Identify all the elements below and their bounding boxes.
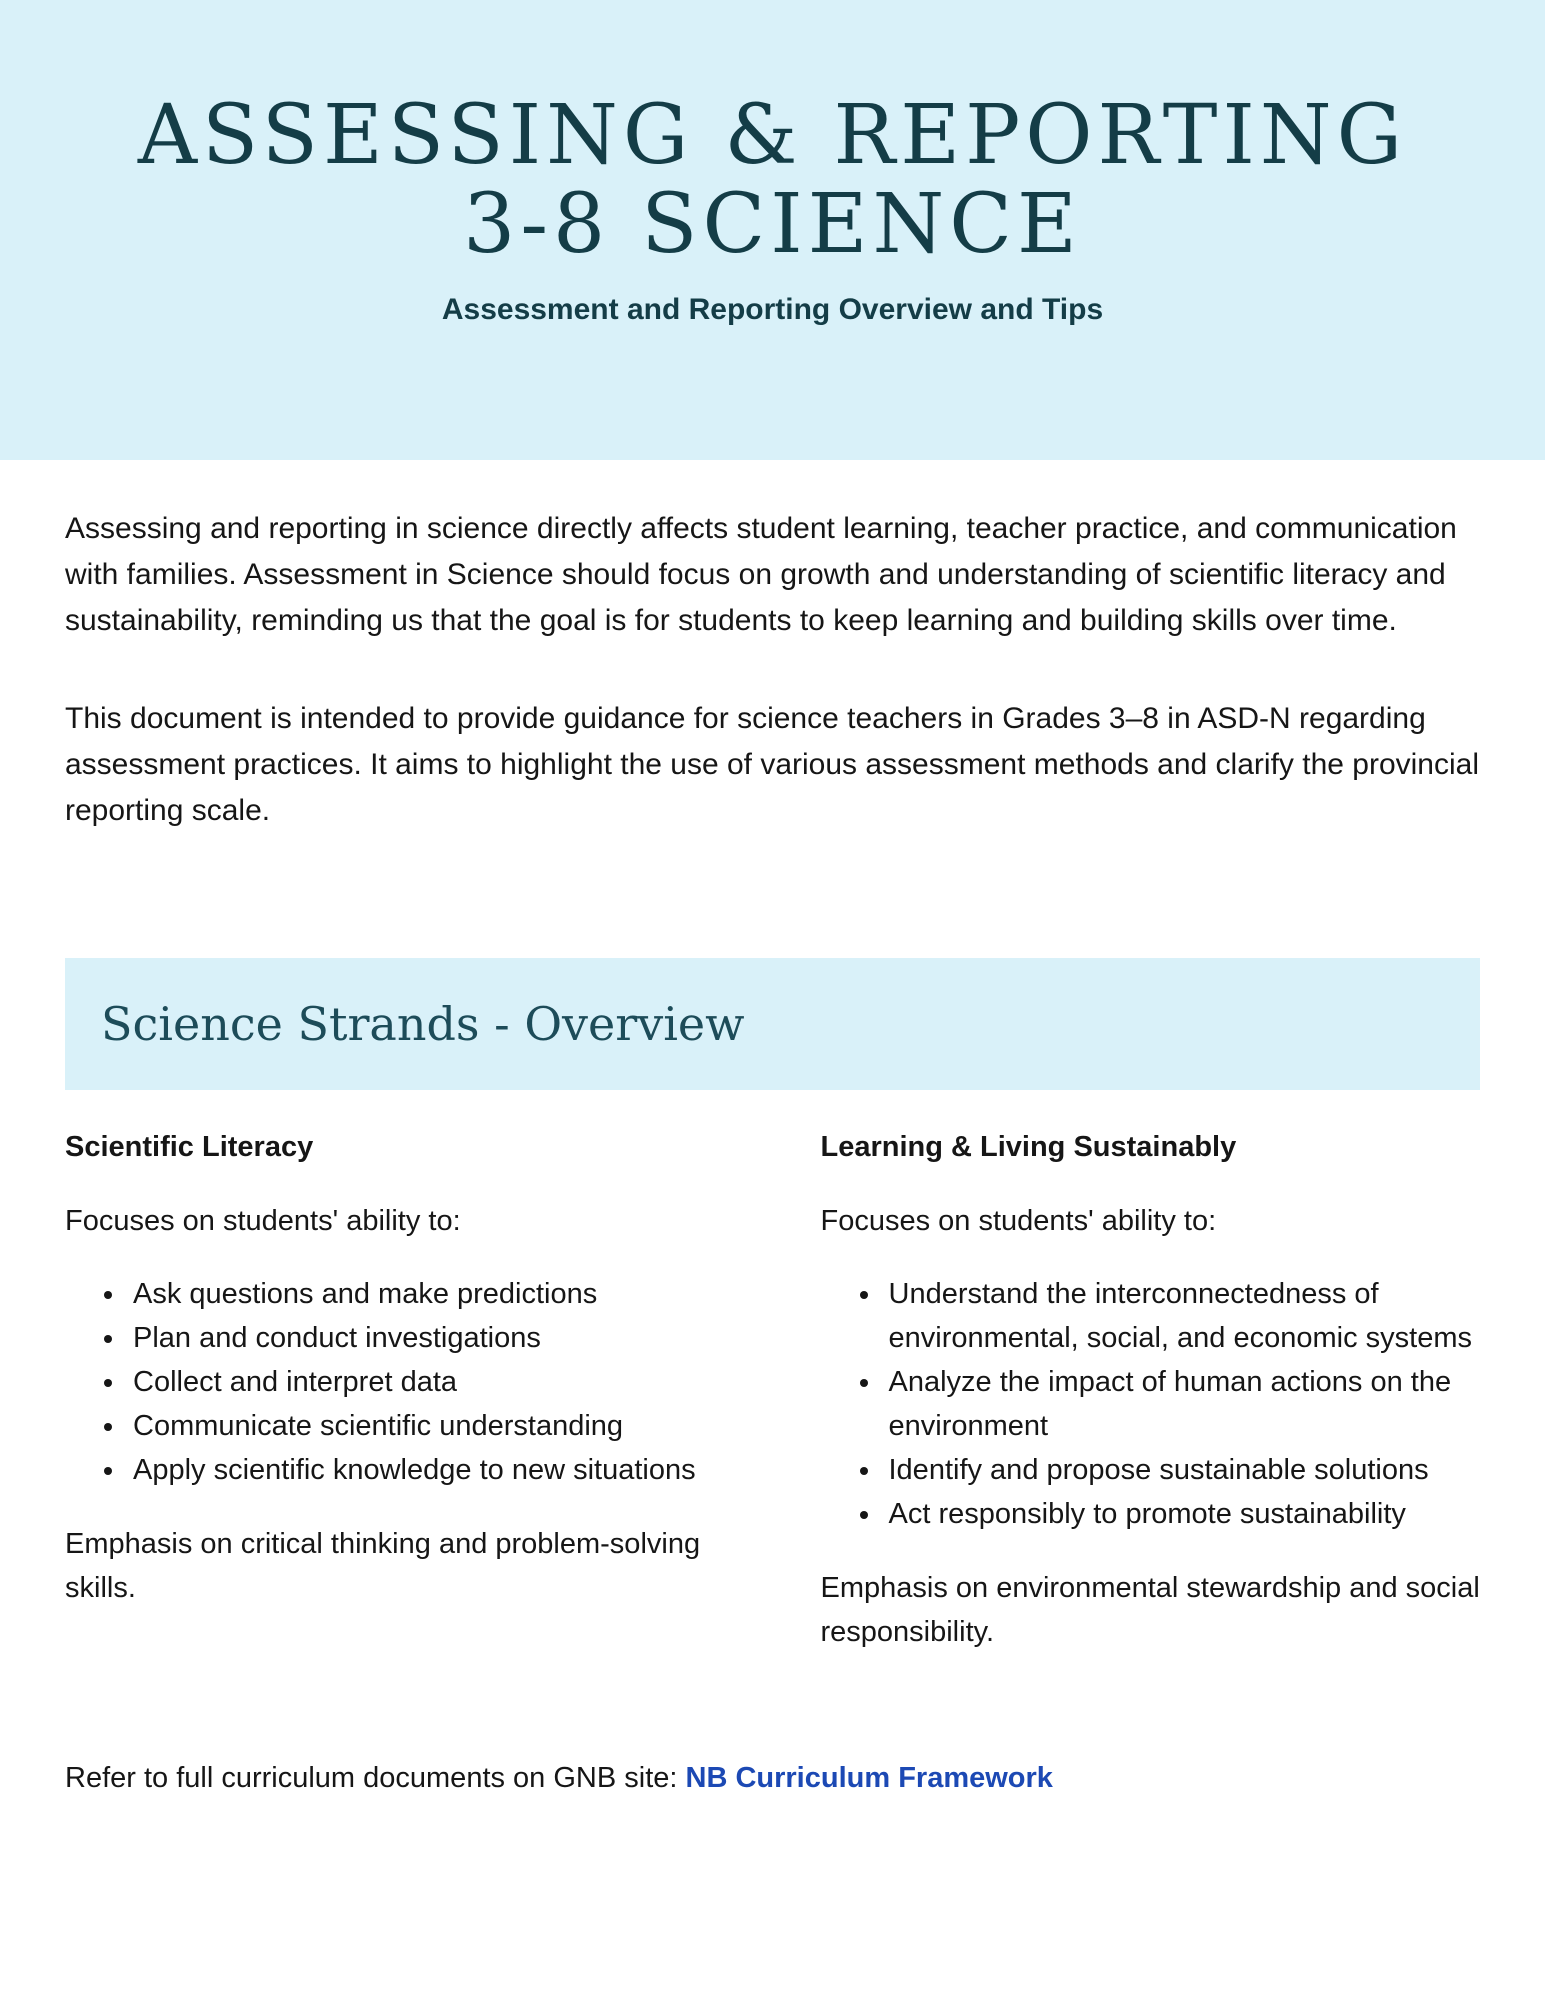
bullet-item: • Identify and propose sustainable solutions <box>883 1448 1481 1492</box>
bullet-item: • Communicate scientific understanding <box>127 1404 725 1448</box>
bullet-item: • Analyze the impact of human actions on the environment <box>883 1360 1481 1448</box>
intro-paragraph-2: This document is intended to provide guidance for science teachers in Grades 3–8 in ASD-N regarding assessment practices. It aims to highlight the use of various assessment methods and clarify the provincial reporting scale. <box>65 702 1479 827</box>
footer-reference-text: Refer to full curriculum documents on GNB site: <box>65 1762 686 1794</box>
bullet-item: • Act responsibly to promote sustainability <box>883 1492 1481 1536</box>
page-title-line-2: 3-8 SCIENCE <box>463 176 1082 272</box>
section-heading-banner <box>65 958 1480 1090</box>
strand-bullet-list-learning-living-sustainably <box>821 1272 1481 1536</box>
bullet-item: • Understand the interconnectedness of environmental, social, and economic systems <box>883 1272 1481 1360</box>
strand-columns <box>65 1130 1480 1654</box>
strand-intro-learning-living-sustainably: Focuses on students' ability to: <box>820 1205 1217 1237</box>
strand-emphasis-scientific-literacy: Emphasis on critical thinking and problem-solving skills. <box>65 1528 701 1604</box>
bullet-item: • Ask questions and make predictions <box>127 1272 725 1316</box>
page-subtitle: Assessment and Reporting Overview and Tips <box>441 293 1104 327</box>
strand-emphasis-learning-living-sustainably: Emphasis on environmental stewardship and social responsibility. <box>820 1572 1480 1648</box>
intro-paragraph-1: Assessing and reporting in science directly affects student learning, teacher practice, and communication with families. Assessment in Science should focus on growth and understanding of scientific literacy and sustainability, reminding us that the goal is for students to keep learning and building skills over time. <box>65 512 1457 637</box>
strand-column-learning-living-sustainably <box>821 1130 1481 1654</box>
header-banner <box>0 0 1545 460</box>
strand-intro-scientific-literacy: Focuses on students' ability to: <box>65 1205 461 1237</box>
science-strands-section <box>65 958 1480 1654</box>
bullet-item: • Plan and conduct investigations <box>127 1316 725 1360</box>
page-title-line-1: ASSESSING & REPORTING <box>137 88 1408 183</box>
main-content <box>0 506 1545 1796</box>
strand-column-scientific-literacy <box>65 1130 725 1654</box>
bullet-item: • Collect and interpret data <box>127 1360 725 1404</box>
nb-curriculum-framework-link[interactable]: NB Curriculum Framework <box>685 1762 1053 1794</box>
bullet-item: • Apply scientific knowledge to new situations <box>127 1448 725 1492</box>
footer-reference-line <box>65 1760 1480 1796</box>
strand-title-scientific-literacy: Scientific Literacy <box>65 1131 314 1163</box>
strand-title-learning-living-sustainably: Learning & Living Sustainably <box>820 1131 1237 1163</box>
section-heading: Science Strands - Overview <box>101 997 745 1051</box>
strand-bullet-list-scientific-literacy <box>65 1272 725 1492</box>
